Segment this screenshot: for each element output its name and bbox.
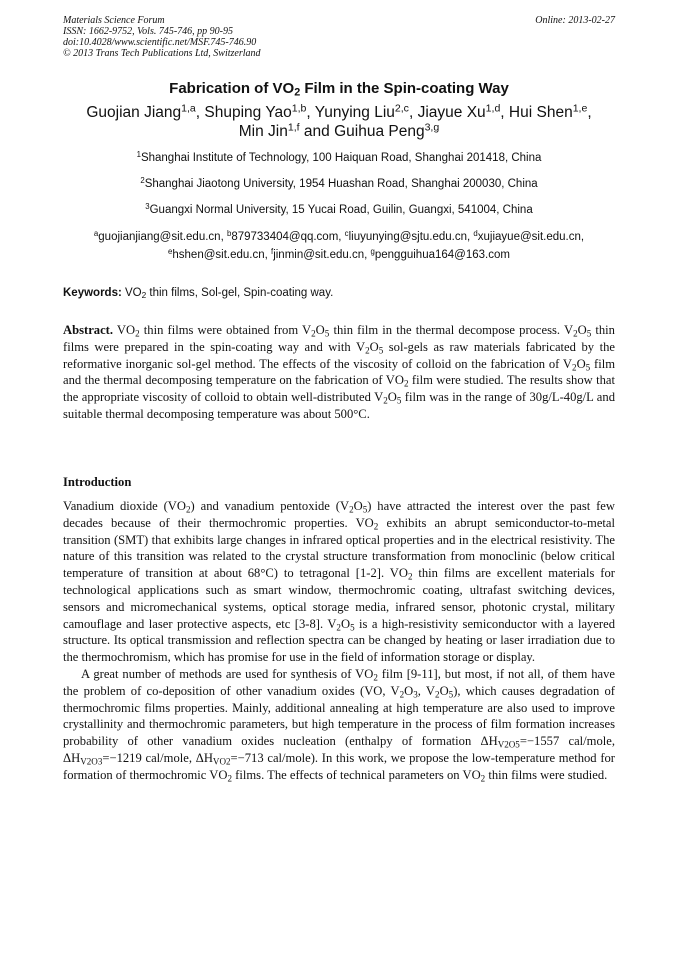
abstract bbox=[63, 322, 615, 423]
keywords-text: thin films, Sol-gel, Spin-coating way. bbox=[146, 287, 334, 299]
email-mark: f bbox=[271, 247, 274, 257]
subscript: 2 bbox=[227, 773, 233, 784]
email-address[interactable]: guojianjiang@sit.edu.cn, bbox=[98, 231, 227, 243]
online-date: Online: 2013-02-27 bbox=[535, 15, 615, 26]
affiliation-number: 1 bbox=[136, 150, 141, 160]
affiliation bbox=[63, 151, 615, 165]
email-mark: d bbox=[473, 229, 478, 239]
subscript: 2 bbox=[573, 328, 578, 339]
keywords-line bbox=[63, 287, 615, 299]
author-separator: , bbox=[408, 104, 418, 121]
subscript: 2 bbox=[373, 521, 379, 532]
author-affil-mark: 1,a bbox=[181, 102, 196, 115]
author-affil-mark: 2,c bbox=[394, 102, 409, 115]
email-address[interactable]: jinmin@sit.edu.cn, bbox=[273, 249, 371, 261]
email-address[interactable]: hshen@sit.edu.cn, bbox=[172, 249, 272, 261]
subscript: 2 bbox=[349, 504, 354, 515]
author-name: Hui Shen bbox=[508, 104, 573, 121]
email-mark: e bbox=[168, 247, 173, 257]
author-separator: , bbox=[587, 104, 592, 121]
copyright-line: © 2013 Trans Tech Publications Ltd, Switzerland bbox=[63, 48, 261, 59]
keywords-label: Keywords: bbox=[63, 287, 122, 299]
email-address[interactable]: 879733404@qq.com, bbox=[231, 231, 345, 243]
subscript: 5 bbox=[350, 621, 355, 632]
email-mark: g bbox=[370, 247, 375, 257]
subscript: 5 bbox=[448, 689, 454, 700]
keywords-subscript: 2 bbox=[141, 291, 147, 301]
issn-line: ISSN: 1662-9752, Vols. 745-746, pp 90-95 bbox=[63, 26, 233, 37]
introduction-body bbox=[63, 498, 615, 784]
section-heading-introduction: Introduction bbox=[63, 475, 132, 489]
subscript: 2 bbox=[572, 361, 577, 372]
email-address[interactable]: liuyunying@sjtu.edu.cn, bbox=[348, 231, 474, 243]
abstract-label: Abstract. bbox=[63, 323, 114, 337]
affiliation bbox=[63, 177, 615, 191]
abstract-text: $VO_2$ thin films were obtained from $V_2O_5$ thin film in the thermal decompose process. $V_2O_5$ thin films were prepared in the spin-coating way and with $V_2O_5$ sol-gels as raw materials fabricated by the reformative inorganic sol-gel method. The effects of the viscosity of colloid on the fabrication of $V_2O_5$ film and the thermal decomposing temperature on the fabrication of $VO_2$ film were studied. The results show that the appropriate viscosity of colloid to obtain well-distributed $V_2O_5$ film was in the range of 30g/L-40g/L and suitable thermal decomposing temperature was about 500°C. bbox=[63, 323, 616, 421]
subscript: 2 bbox=[336, 621, 341, 632]
doi-line[interactable]: doi:10.4028/www.scientific.net/MSF.745-746.90 bbox=[63, 37, 257, 48]
subscript: 5 bbox=[378, 345, 384, 356]
subscript: VO2 bbox=[212, 756, 231, 767]
email-address[interactable]: xujiayue@sit.edu.cn, bbox=[477, 231, 585, 243]
subscript: 5 bbox=[585, 361, 591, 372]
intro-paragraph-2: A great number of methods are used for synthesis of $VO_2$ film [9-11], but most, if not all, of them have the problem of co-deposition of other vanadium oxides (VO, $V_2O_3$, $V_2O_5$), which causes degradation of thermochromic films properties. Mainly, additional annealing at high temperature are also used to improve crystallinity and thermochromic parameters, but high temperature in the process of film formation increases probability of other vanadium oxides nucleation (enthalpy of formation $\Delta H_{V2O5}=-1557$ cal/mole, $\Delta H_{V2O3}=-1219$ cal/mole, $\Delta H_{VO2}=-713$ cal/mole). In this work, we propose the low-temperature method for formation of thermochromic $VO_2$ films. The effects of technical parameters on $VO_2$ thin films were studied. bbox=[63, 666, 616, 784]
subscript: V2O5 bbox=[497, 739, 520, 750]
subscript: 2 bbox=[373, 672, 378, 683]
email-address[interactable]: pengguihua164@163.com bbox=[374, 249, 510, 261]
affiliation-text: Guangxi Normal University, 15 Yucai Road, Guilin, Guangxi, 541004, China bbox=[149, 204, 533, 216]
author-name: Yunying Liu bbox=[314, 104, 395, 121]
journal-name: Materials Science Forum bbox=[63, 15, 165, 26]
author-affil-mark: 1,f bbox=[287, 121, 300, 134]
intro-paragraph-1: Vanadium dioxide $(VO_2)$ and vanadium pentoxide $(V_2O_5)$ have attracted the interest over the past few decades because of their thermochromic properties. $VO_2$ exhibits an abrupt semiconductor-to-metal transition (SMT) that exhibits large changes in infrared optical properties and in the electrical resistivity. The nature of this transition was related to the crystal structure transformation from monoclinic (below critical temperature of transition at about 68°C) to tetragonal [1-2]. $VO_2$ thin films are excellent materials for technological applications such as smart window, thermochromic coating, ultrafast switching devices, sensors and micromechanical systems, optical storage media, infrared sensor, photonic crystal, military camouflage and laser protective aspects, etc [3-8]. $V_2O_5$ is a high-resistivity semiconductor with a layered structure. Its optical transmission and reflection spectra can be changed by heating or laser irradiation due to the thermochromism, which has promise for use in the field of information storage or display. bbox=[63, 499, 616, 665]
subscript: 2 bbox=[403, 378, 409, 389]
affiliation-number: 3 bbox=[145, 202, 150, 212]
author-affil-mark: 1,b bbox=[291, 102, 307, 115]
email-list bbox=[63, 228, 615, 264]
author-separator: , bbox=[195, 104, 205, 121]
author-separator: , bbox=[500, 104, 509, 121]
subscript: 2 bbox=[407, 571, 413, 582]
subscript: 3 bbox=[413, 689, 418, 700]
affiliation bbox=[63, 203, 615, 217]
subscript: V2O3 bbox=[80, 756, 103, 767]
author-list bbox=[63, 103, 615, 141]
affiliation-number: 2 bbox=[140, 176, 145, 186]
author-affil-mark: 3,g bbox=[424, 121, 440, 134]
author-separator: , bbox=[306, 104, 315, 121]
author-name: Guihua Peng bbox=[334, 123, 425, 140]
subscript: 5 bbox=[586, 328, 592, 339]
affiliation-text: Shanghai Jiaotong University, 1954 Huashan Road, Shanghai 200030, China bbox=[144, 178, 538, 190]
subscript: 2 bbox=[480, 773, 486, 784]
journal-header bbox=[63, 15, 615, 59]
paper-title bbox=[0, 80, 678, 97]
subscript: 5 bbox=[362, 504, 368, 515]
title-part: Film in the Spin-coating Way bbox=[300, 80, 509, 97]
email-mark: b bbox=[226, 229, 232, 239]
author-affil-mark: 1,e bbox=[572, 102, 588, 115]
subscript: 5 bbox=[324, 328, 330, 339]
subscript: 2 bbox=[399, 689, 405, 700]
keywords-text: VO bbox=[121, 287, 142, 299]
email-mark: a bbox=[93, 229, 99, 239]
subscript: 2 bbox=[135, 328, 140, 339]
subscript: 2 bbox=[186, 504, 191, 515]
title-subscript: 2 bbox=[294, 86, 301, 99]
author-name: Jiayue Xu bbox=[417, 104, 486, 121]
subscript: 2 bbox=[365, 345, 370, 356]
author-separator: and bbox=[299, 123, 335, 140]
subscript: 5 bbox=[396, 395, 402, 406]
subscript: 2 bbox=[311, 328, 316, 339]
author-affil-mark: 1,d bbox=[485, 102, 501, 115]
affiliation-text: Shanghai Institute of Technology, 100 Haiquan Road, Shanghai 201418, China bbox=[140, 152, 542, 164]
author-name: Shuping Yao bbox=[204, 104, 292, 121]
title-part: Fabrication of VO bbox=[169, 80, 295, 97]
subscript: 2 bbox=[435, 689, 440, 700]
author-name: Min Jin bbox=[238, 123, 288, 140]
email-mark: c bbox=[344, 229, 349, 239]
subscript: 2 bbox=[383, 395, 388, 406]
author-name: Guojian Jiang bbox=[86, 104, 182, 121]
